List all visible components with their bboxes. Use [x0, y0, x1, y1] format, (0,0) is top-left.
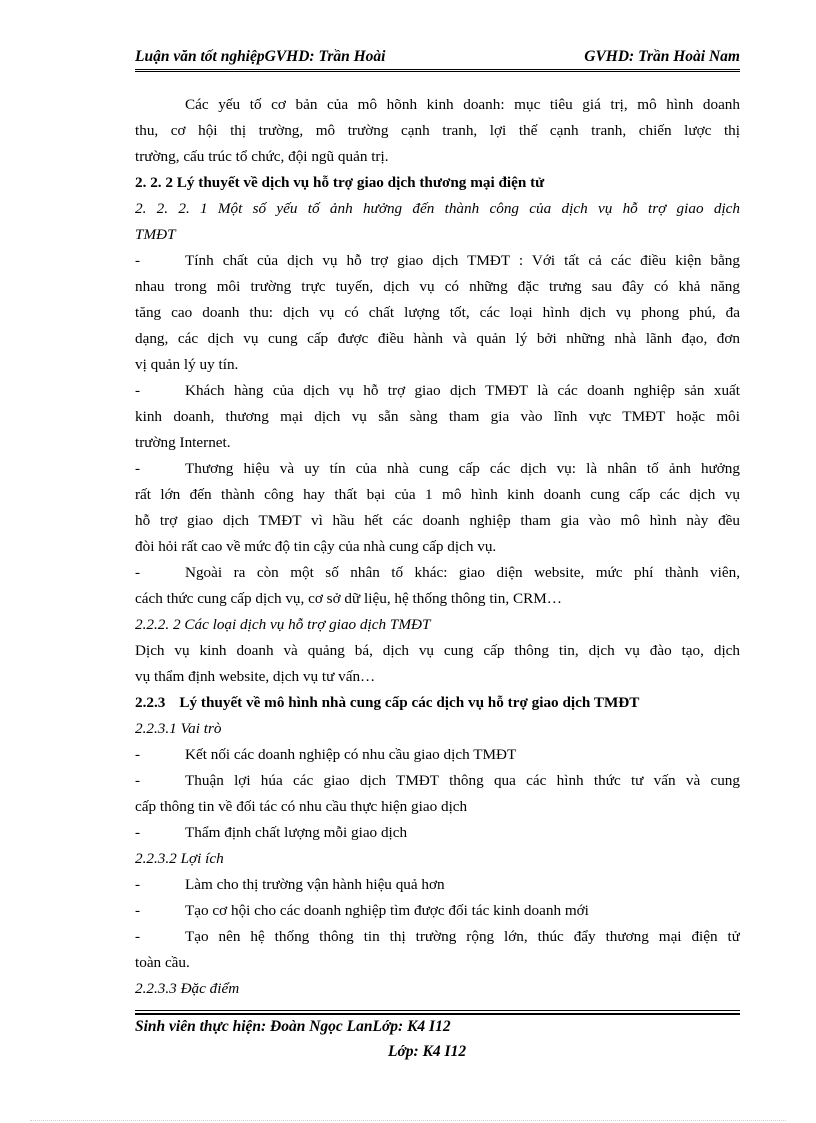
footer-rule-thick	[135, 1013, 740, 1015]
bullet-text: Tạo cơ hội cho các doanh nghiệp tìm được đối tác kinh doanh mới	[185, 902, 589, 919]
bullet-text-cont: nhau trong môi trường trực tuyến, dịch vụ có những đặc trưng sau đây có khả năng	[135, 278, 740, 295]
bullet-text: Thương hiệu và uy tín của nhà cung cấp các dịch vụ: là nhân tố ảnh hưởng	[185, 460, 740, 477]
bullet-dash: -	[135, 772, 141, 789]
page-bottom-border	[30, 1120, 786, 1121]
bullet-text-cont: trường Internet.	[135, 434, 231, 451]
bullet-text: Thuận lợi húa các giao dịch TMĐT thông qua các hình thức tư vấn và cung	[185, 772, 740, 789]
heading-text: Lý thuyết về mô hình nhà cung cấp các dịch vụ hỗ trợ giao dịch TMĐT	[179, 694, 640, 711]
bullet-text-cont: toàn cầu.	[135, 954, 190, 971]
bullet-item	[135, 872, 740, 898]
bullet-text: Kết nối các doanh nghiệp có nhu cầu giao dịch TMĐT	[185, 746, 517, 763]
bullet-item	[135, 248, 740, 274]
heading-2-2-3-1: 2.2.3.1 Vai trò	[135, 720, 222, 737]
header-right: GVHD: Trần Hoài Nam	[584, 48, 740, 65]
page-header	[135, 48, 740, 68]
bullet-dash: -	[135, 928, 141, 945]
bullet-item	[135, 820, 740, 846]
bullet-text-cont: rất lớn đến thành công hay thất bại của 1 mô hình kinh doanh cung cấp các dịch vụ	[135, 486, 740, 503]
heading-2-2-2: 2. 2. 2 Lý thuyết về dịch vụ hỗ trợ giao dịch thương mại điện tử	[135, 174, 545, 191]
footer-student: Sinh viên thực hiện: Đoàn Ngọc LanLớp: K4 I12	[135, 1018, 451, 1035]
bullet-item	[135, 742, 740, 768]
heading-2-2-3	[135, 690, 740, 716]
heading-2-2-2-1-cont: TMĐT	[135, 226, 176, 243]
header-rule-thick	[135, 69, 740, 70]
bullet-dash: -	[135, 824, 141, 841]
bullet-item	[135, 378, 740, 404]
heading-number: 2.2.3	[135, 694, 166, 711]
bullet-text-cont: cấp thông tin về đối tác có nhu cầu thực hiện giao dịch	[135, 798, 468, 815]
heading-2-2-3-2: 2.2.3.2 Lợi ích	[135, 850, 224, 867]
bullet-item	[135, 560, 740, 586]
bullet-item	[135, 768, 740, 794]
page-body	[135, 92, 740, 1002]
bullet-dash: -	[135, 746, 141, 763]
bullet-text-cont: tăng cao doanh thu: dịch vụ có chất lượng tốt, các loại hình dịch vụ phong phú, đa	[135, 304, 740, 321]
header-left: Luận văn tốt nghiệpGVHD: Trần Hoài	[135, 48, 386, 65]
paragraph-line: vụ thẩm định website, dịch vụ tư vấn…	[135, 668, 376, 685]
header-rule-thin	[135, 71, 740, 72]
bullet-text-cont: dạng, các dịch vụ cung cấp được điều hành và quản lý bởi những nhà lãnh đạo, đơn	[135, 330, 740, 347]
paragraph-line: Dịch vụ kinh doanh và quảng bá, dịch vụ cung cấp thông tin, dịch vụ đào tạo, dịch	[135, 642, 740, 659]
bullet-dash: -	[135, 252, 141, 269]
footer-class: Lớp: K4 I12	[388, 1043, 467, 1060]
bullet-dash: -	[135, 460, 141, 477]
heading-2-2-2-1: 2. 2. 2. 1 Một số yếu tố ảnh hưởng đến thành công của dịch vụ hỗ trợ giao dịch	[135, 200, 740, 217]
bullet-text: Ngoài ra còn một số nhân tố khác: giao diện website, mức phí thành viên,	[185, 564, 740, 581]
bullet-text: Thẩm định chất lượng mỗi giao dịch	[185, 824, 408, 841]
bullet-item	[135, 456, 740, 482]
bullet-text-cont: hỗ trợ giao dịch TMĐT vì hầu hết các doanh nghiệp tham gia vào mô hình này đều	[135, 512, 740, 529]
bullet-text-cont: kinh doanh, thương mại dịch vụ sẵn sàng tham gia vào lĩnh vực TMĐT hoặc môi	[135, 408, 740, 425]
bullet-dash: -	[135, 564, 141, 581]
heading-2-2-3-3: 2.2.3.3 Đặc điểm	[135, 980, 240, 997]
bullet-text-cont: đòi hỏi rất cao về mức độ tin cậy của nhà cung cấp dịch vụ.	[135, 538, 497, 555]
paragraph-line: trường, cấu trúc tổ chức, đội ngũ quản trị.	[135, 148, 389, 165]
footer-rule-thin	[135, 1010, 740, 1011]
bullet-text: Làm cho thị trường vận hành hiệu quả hơn	[185, 876, 445, 893]
bullet-item	[135, 924, 740, 950]
bullet-dash: -	[135, 876, 141, 893]
bullet-text-cont: cách thức cung cấp dịch vụ, cơ sở dữ liệu, hệ thống thông tin, CRM…	[135, 590, 562, 607]
bullet-text: Khách hàng của dịch vụ hỗ trợ giao dịch TMĐT là các doanh nghiệp sản xuất	[185, 382, 740, 399]
paragraph-line: Các yếu tố cơ bản của mô hõnh kinh doanh: mục tiêu giá trị, mô hình doanh	[185, 96, 740, 113]
bullet-dash: -	[135, 382, 141, 399]
bullet-text-cont: vị quản lý uy tín.	[135, 356, 239, 373]
paragraph-line: thu, cơ hội thị trường, mô trường cạnh tranh, lợi thế cạnh tranh, chiến lược thị	[135, 122, 740, 139]
bullet-text: Tạo nên hệ thống thông tin thị trường rộng lớn, thúc đẩy thương mại điện tử	[185, 928, 740, 945]
bullet-text: Tính chất của dịch vụ hỗ trợ giao dịch TMĐT : Với tất cả các điều kiện bằng	[185, 252, 740, 269]
bullet-item	[135, 898, 740, 924]
heading-2-2-2-2: 2.2.2. 2 Các loại dịch vụ hỗ trợ giao dịch TMĐT	[135, 616, 431, 633]
bullet-dash: -	[135, 902, 141, 919]
